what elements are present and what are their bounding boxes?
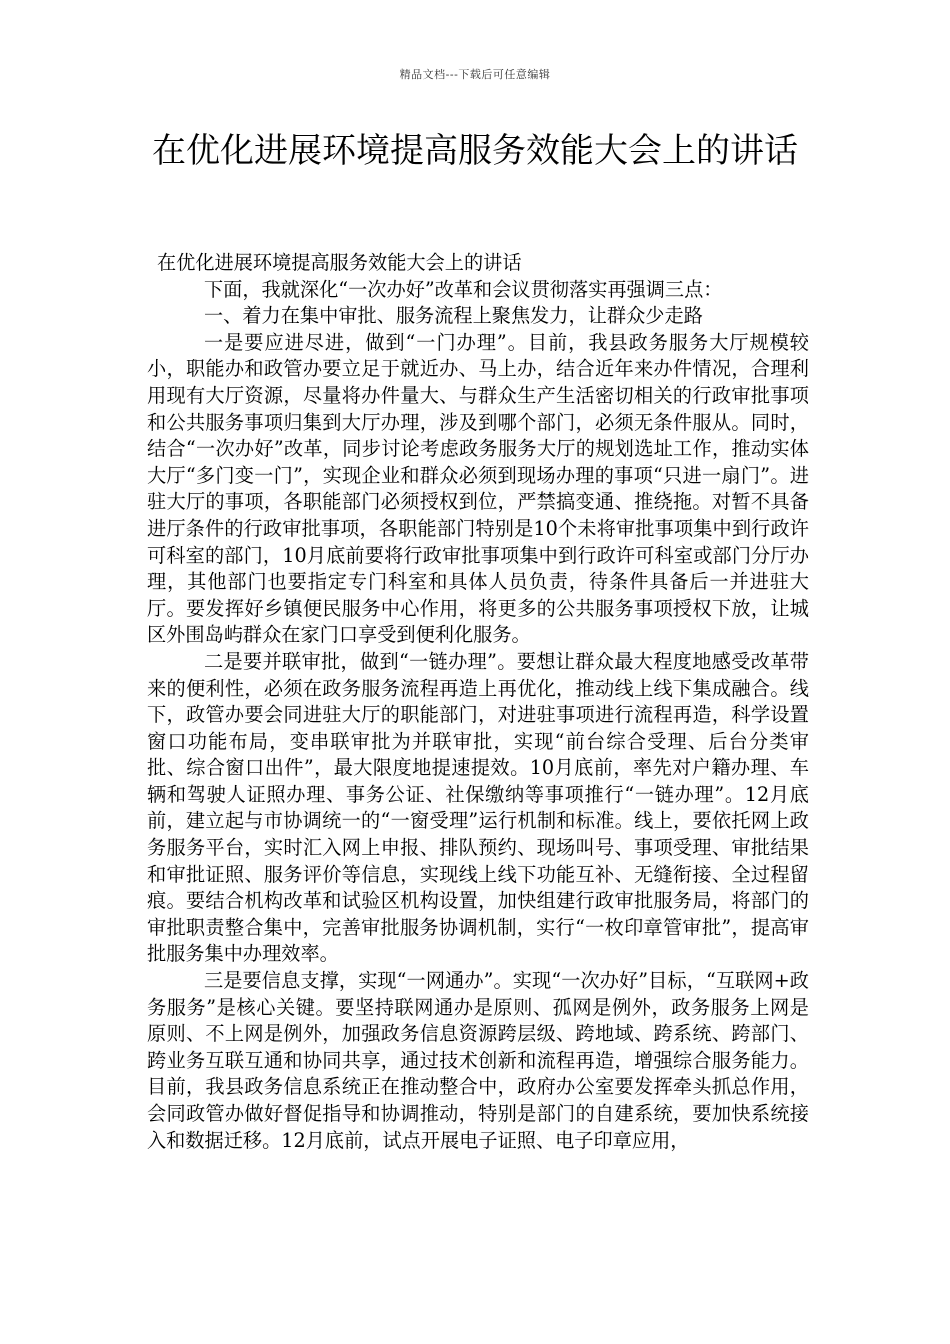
section-heading-1: 一、着力在集中审批、服务流程上聚焦发力，让群众少走路 (204, 304, 703, 328)
header-note: 精品文档---下载后可任意编辑 (399, 68, 551, 81)
body-paragraph-intro: 下面，我就深化“一次办好”改革和会议贯彻落实再强调三点： (204, 277, 723, 301)
body-paragraph-point-2: 二是要并联审批，做到“一链办理”。要想让群众最大程度地感受改革带来的便利性，必须在政务服务流程再造上再优化，推动线上线下集成融合。线下，政管办要会同进驻大厅的职能部门，对进驻事项进行流程再造，科学设置窗口功能布局，变串联审批为并联审批，实现“前台综合受理、后台分类审批、综合窗口出件”，最大限度地提速提效。10月底前，率先对户籍办理、车辆和驾驶人证照办理、事务公证、社保缴纳等事项推行“一链办理”。12月底前，建立起与市协调统一的“一窗受理”运行机制和标准。线上，要依托网上政务服务平台，实时汇入网上申报、排队预约、现场叫号、事项受理、审批结果和审批证照、服务评价等信息，实现线上线下功能互补、无缝衔接、全过程留痕。要结合机构改革和试验区机构设置，加快组建行政审批服务局，将部门的审批职责整合集中，完善审批服务协调机制，实行“一枚印章管审批”，提高审批服务集中办理效率。 (147, 649, 809, 966)
document-title: 在优化进展环境提高服务效能大会上的讲话 (152, 131, 798, 171)
body-paragraph-point-1: 一是要应进尽进，做到“一门办理”。目前，我县政务服务大厅规模较小，职能办和政管办要立足于就近办、马上办，结合近年来办件情况，合理利用现有大厅资源，尽量将办件量大、与群众生产生活密切相关的行政审批事项和公共服务事项归集到大厅办理，涉及到哪个部门，必须无条件服从。同时，结合“一次办好”改革，同步讨论考虑政务服务大厅的规划选址工作，推动实体大厅“多门变一门”，实现企业和群众必须到现场办理的事项“只进一扇门”。进驻大厅的事项，各职能部门必须授权到位，严禁搞变通、推绕拖。对暂不具备进厅条件的行政审批事项，各职能部门特别是10个未将审批事项集中到行政许可科室的部门，10月底前要将行政审批事项集中到行政许可科室或部门分厅办理，其他部门也要指定专门科室和具体人员负责，待条件具备后一并进驻大厅。要发挥好乡镇便民服务中心作用，将更多的公共服务事项授权下放，让城区外围岛屿群众在家门口享受到便利化服务。 (147, 330, 809, 647)
document-body (147, 250, 809, 1154)
body-paragraph-point-3: 三是要信息支撑，实现“一网通办”。实现“一次办好”目标，“互联网+政务服务”是核心关键。要坚持联网通办是原则、孤网是例外，政务服务上网是原则、不上网是例外，加强政务信息资源跨层级、跨地域、跨系统、跨部门、跨业务互联互通和协同共享，通过技术创新和流程再造，增强综合服务能力。目前，我县政务信息系统正在推动整合中，政府办公室要发挥牵头抓总作用，会同政管办做好督促指导和协调推动，特别是部门的自建系统，要加快系统接入和数据迁移。12月底前，试点开展电子证照、电子印章应用， (147, 969, 809, 1152)
body-paragraph-subtitle: 在优化进展环境提高服务效能大会上的讲话 (157, 251, 522, 274)
